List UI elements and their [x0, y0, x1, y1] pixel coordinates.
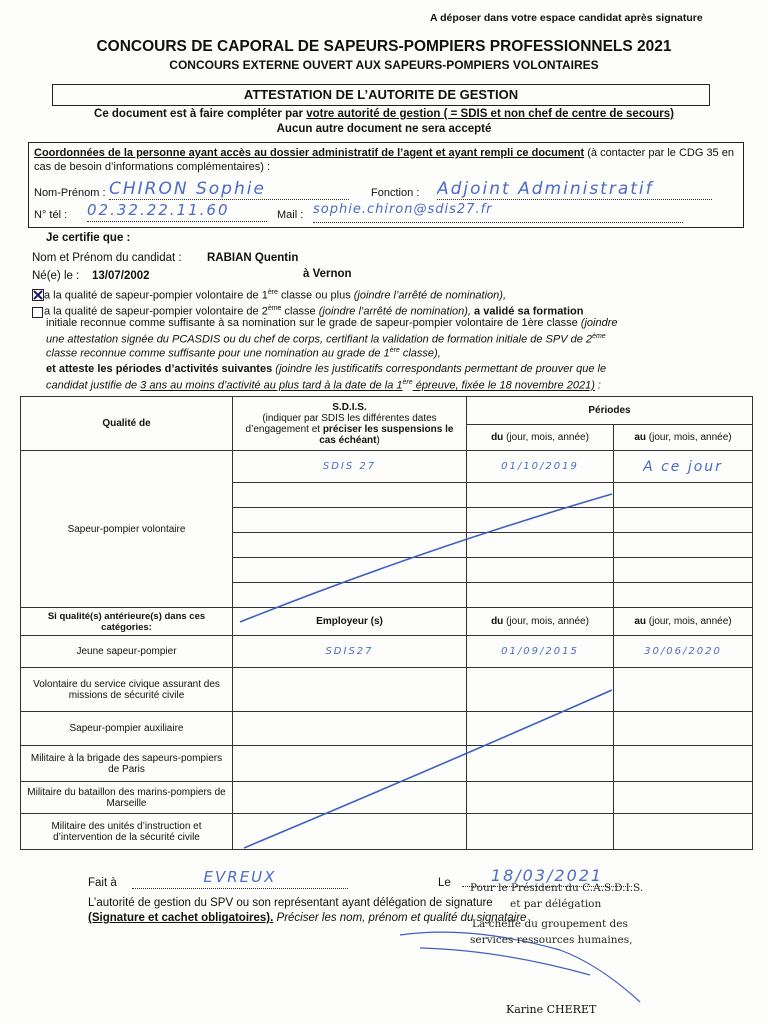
prior-row-du[interactable] [467, 782, 614, 814]
signature-stamp [470, 880, 643, 948]
header-sdis-sub1: (indiquer par SDIS les différentes dates d’engagement et [245, 412, 437, 435]
periods-line-2sup: ère [402, 379, 413, 386]
periods-line-2a: candidat justifie de [46, 379, 141, 392]
prior-du-rest: (jour, mois, année) [503, 616, 589, 627]
prior-row-label: Sapeur-pompier auxiliaire [21, 712, 233, 746]
table-row [21, 746, 753, 782]
mail-field[interactable]: sophie.chiron@sdis27.fr [313, 202, 683, 223]
header-au-rest: (jour, mois, année) [646, 432, 732, 443]
prior-row-employer[interactable]: SDIS27 [233, 636, 467, 668]
spv-sdis-cell[interactable]: SDIS 27 [233, 451, 467, 483]
empty-cell[interactable] [467, 583, 614, 608]
prior-row-au[interactable] [614, 814, 753, 850]
table-row [21, 814, 753, 850]
empty-cell[interactable] [233, 558, 467, 583]
signatory-name: Karine CHERET [506, 1003, 597, 1016]
periods-bold: et atteste les périodes d’activités suivantes [46, 363, 273, 375]
sig-line-4: services ressources humaines, [470, 934, 633, 946]
header-sdis-sub [236, 413, 463, 446]
periods-line-2u2: épreuve, fixée le 18 novembre 2021) [412, 379, 595, 392]
option-1-b: classe ou plus [277, 289, 354, 302]
option-2-sup: ème [267, 305, 282, 312]
option-2-line-3-text: une attestation signée du PCASDIS ou du chef de corps, certifiant la validation de formation initiale de SPV de 2 [46, 333, 593, 346]
prior-row-employer[interactable] [233, 668, 467, 712]
table-header-row-1 [21, 397, 753, 425]
le-label: Le [438, 877, 451, 889]
mail-label: Mail : [277, 209, 304, 221]
prior-row-label: Jeune sapeur-pompier [21, 636, 233, 668]
authority-line-2 [88, 912, 526, 924]
option-1-checkbox[interactable] [32, 289, 44, 301]
prior-row-employer[interactable] [233, 782, 467, 814]
name-field[interactable]: CHIRON Sophie [109, 179, 349, 200]
prior-row-label: Militaire du bataillon des marins-pompiers de Marseille [21, 782, 233, 814]
option-1-italic: (joindre l’arrêté de nomination), [353, 289, 507, 302]
prior-row-au[interactable] [614, 668, 753, 712]
prior-row-employer[interactable] [233, 746, 467, 782]
attestation-title-box: ATTESTATION DE L’AUTORITE DE GESTION [52, 84, 710, 106]
prior-row-au[interactable] [614, 712, 753, 746]
prior-row-employer[interactable] [233, 712, 467, 746]
empty-cell[interactable] [614, 533, 753, 558]
phone-label: N° tél : [34, 209, 68, 221]
prior-employeur: Employeur (s) [233, 608, 467, 636]
sig-line-3: La cheffe du groupement des [472, 918, 628, 930]
empty-cell[interactable] [233, 508, 467, 533]
birth-label: Né(e) le : [32, 270, 80, 282]
option-2-line-4 [46, 344, 746, 361]
birth-place: à Vernon [303, 268, 352, 280]
top-note: A déposer dans votre espace candidat après signature [430, 12, 703, 24]
option-2-line-2i: (joindre [580, 317, 618, 329]
prior-row-du[interactable] [467, 668, 614, 712]
prior-au-bold: au [634, 616, 647, 627]
le-field[interactable]: 18/03/2021 [462, 866, 632, 887]
prior-row-au[interactable] [614, 782, 753, 814]
authority-line-1: L’autorité de gestion du SPV ou son représentant ayant délégation de signature [88, 897, 493, 909]
empty-cell[interactable] [467, 483, 614, 508]
option-1-sup: ère [267, 289, 278, 296]
option-2-b: classe [281, 305, 319, 318]
option-2-line-3-sup: ème [592, 333, 606, 340]
periods-line-2u: 3 ans au moins d’activité au plus tard à la date de la 1 [140, 379, 403, 392]
header-du [467, 425, 614, 451]
table-row [21, 712, 753, 746]
contact-intro-underlined: Coordonnées de la personne ayant accès au dossier administratif de l’agent et ayant rempli ce document [34, 147, 585, 159]
prior-label: Si qualité(s) antérieure(s) dans ces catégories: [21, 608, 233, 636]
empty-cell[interactable] [614, 508, 753, 533]
header-au-bold: au [634, 432, 647, 443]
instruction-line-2: Aucun autre document ne sera accepté [276, 123, 492, 135]
prior-row-du[interactable] [467, 712, 614, 746]
prior-row-du[interactable] [467, 814, 614, 850]
empty-cell[interactable] [614, 483, 753, 508]
periods-intro-2 [46, 376, 746, 393]
option-2-line-4-sup: ère [389, 347, 400, 354]
option-2-checkbox[interactable] [32, 307, 43, 318]
option-2-a: a la qualité de sapeur-pompier volontaire de 2 [44, 305, 268, 318]
empty-cell[interactable] [233, 483, 467, 508]
fait-label: Fait à [88, 877, 117, 889]
prior-row-label: Militaire à la brigade des sapeurs-pompiers de Paris [21, 746, 233, 782]
empty-cell[interactable] [614, 558, 753, 583]
name-label: Nom-Prénom : [34, 187, 106, 199]
instruction-line-1 [0, 108, 768, 120]
prior-row-au[interactable] [614, 746, 753, 782]
authority-bold: (Signature et cachet obligatoires). [88, 912, 274, 924]
candidate-value: RABIAN Quentin [207, 252, 299, 264]
option-2-c: a validé sa formation [470, 305, 584, 318]
spv-du-cell[interactable]: 01/10/2019 [467, 451, 614, 483]
prior-row-du[interactable] [467, 746, 614, 782]
prior-row-du[interactable]: 01/09/2015 [467, 636, 614, 668]
periods-italic: (joindre les justificatifs correspondants permettant de prouver que le [272, 363, 607, 375]
candidate-label: Nom et Prénom du candidat : [32, 252, 182, 264]
periods-intro-1 [46, 362, 746, 376]
header-qualite: Qualité de [21, 397, 233, 451]
checkmark-icon [33, 290, 43, 300]
option-2-line-4-end: classe), [399, 347, 441, 360]
header-periodes: Périodes [467, 397, 753, 425]
prior-row-label: Volontaire du service civique assurant des missions de sécurité civile [21, 668, 233, 712]
function-field[interactable]: Adjoint Administratif [437, 179, 712, 200]
prior-row-au[interactable]: 30/06/2020 [614, 636, 753, 668]
periods-table [20, 396, 753, 850]
prior-row-label: Militaire des unités d’instruction et d’intervention de la sécurité civile [21, 814, 233, 850]
document-title: CONCOURS DE CAPORAL DE SAPEURS-POMPIERS PROFESSIONNELS 2021 [96, 38, 672, 55]
sig-line-2: et par délégation [510, 898, 602, 910]
header-du-bold: du [491, 432, 504, 443]
table-row [21, 451, 753, 483]
instruction-prefix: Ce document est à faire compléter par [94, 108, 307, 120]
instruction-authority: votre autorité de gestion ( = SDIS et non chef de centre de secours) [306, 108, 674, 120]
prior-du-bold: du [491, 616, 504, 627]
prior-au-rest: (jour, mois, année) [646, 616, 732, 627]
option-2-line-4-text: classe reconnue comme suffisante pour une nomination au grade de 1 [46, 347, 390, 360]
empty-cell[interactable] [467, 558, 614, 583]
option-2-line-2a: initiale reconnue comme suffisante à sa nomination sur le grade de sapeur-pompier volontaire de 1ère classe [46, 317, 581, 329]
header-sdis-sub2: ) [376, 434, 380, 446]
prior-row-employer[interactable] [233, 814, 467, 850]
table-row [21, 636, 753, 668]
birth-value: 13/07/2002 [92, 270, 150, 282]
contact-box [28, 142, 744, 228]
header-du-rest: (jour, mois, année) [503, 432, 589, 443]
prior-header-row [21, 608, 753, 636]
option-1-text [44, 286, 506, 303]
table-row [21, 668, 753, 712]
phone-field[interactable]: 02.32.22.11.60 [87, 201, 267, 222]
empty-cell[interactable] [233, 533, 467, 558]
authority-italic: Préciser les nom, prénom et qualité du signataire [273, 912, 527, 924]
option-2-italic: (joindre l’arrêté de nomination), [318, 305, 471, 318]
prior-au [614, 608, 753, 636]
option-1-a: a la qualité de sapeur-pompier volontaire de 1 [44, 289, 268, 302]
spv-label-cell: Sapeur-pompier volontaire [21, 451, 233, 608]
empty-cell[interactable] [467, 533, 614, 558]
function-label: Fonction : [371, 187, 420, 199]
document-subtitle: CONCOURS EXTERNE OUVERT AUX SAPEURS-POMPIERS VOLONTAIRES [169, 58, 599, 72]
sig-line-1: Pour le Président du C.A.S.D.I.S. [470, 882, 644, 894]
table-row [21, 782, 753, 814]
periods-line-2end: : [594, 379, 601, 392]
header-au [614, 425, 753, 451]
empty-cell[interactable] [614, 583, 753, 608]
fait-field[interactable]: EVREUX [132, 868, 348, 889]
empty-cell[interactable] [233, 583, 467, 608]
prior-du [467, 608, 614, 636]
contact-intro-rest: (à contacter par le CDG 35 en cas de besoin d’informations complémentaires) : [34, 147, 734, 173]
contact-intro [34, 146, 738, 174]
empty-cell[interactable] [467, 508, 614, 533]
header-sdis [233, 397, 467, 451]
header-sdis-title: S.D.I.S. [332, 401, 367, 413]
certify-heading: Je certifie que : [46, 232, 131, 244]
option-2-line-2 [46, 316, 746, 330]
header-sdis-sub-bold: préciser les suspensions le cas échéant [319, 423, 454, 446]
spv-au-cell[interactable]: A ce jour [614, 451, 753, 483]
